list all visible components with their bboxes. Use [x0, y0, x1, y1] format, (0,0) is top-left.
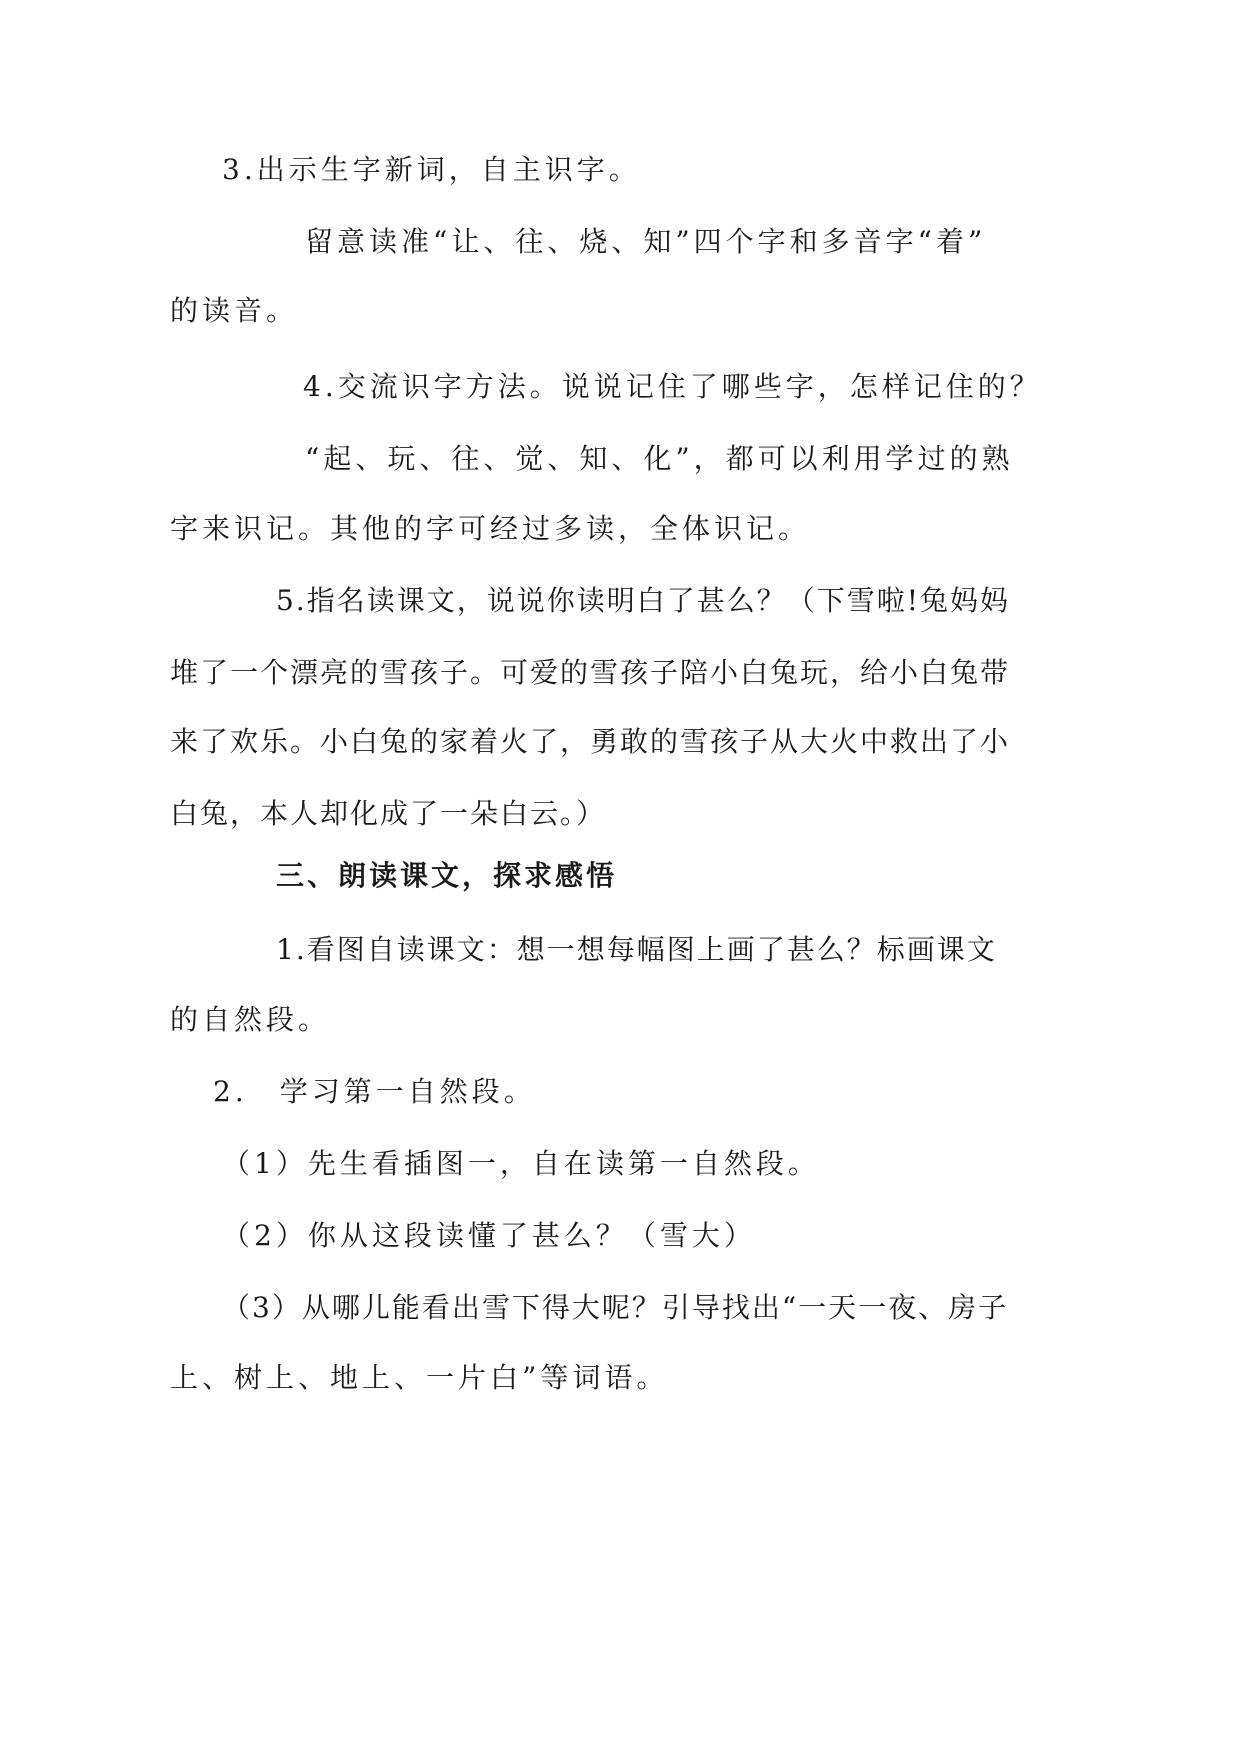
section-3-step-1-line-2: 的自然段。 — [170, 1003, 331, 1036]
step-5-line-1: 5.指名读课文，说说你读明白了甚么？（下雪啦!兔妈妈 — [276, 584, 1010, 617]
section-3-sub-3-line-1: （3）从哪儿能看出雪下得大呢？引导找出“一天一夜、房子 — [222, 1291, 1009, 1324]
section-3-heading: 三、朗读课文，探求感悟 — [276, 859, 618, 892]
step-4-line: 4.交流识字方法。说说记住了哪些字，怎样记住的？ — [303, 370, 1042, 403]
section-3-step-1-line-1: 1.看图自读课文：想一想每幅图上画了甚么？标画课文 — [276, 933, 997, 966]
section-3-sub-1-line: （1）先生看插图一，自在读第一自然段。 — [222, 1147, 820, 1180]
section-3-sub-3-line-2: 上、树上、地上、一片白”等词语。 — [170, 1361, 669, 1394]
step-3-line: 3.出示生字新词，自主识字。 — [222, 153, 641, 186]
step-4-note-line-2: 字来识记。其他的字可经过多读，全体识记。 — [170, 512, 811, 545]
step-5-line-4: 白兔，本人却化成了一朵白云。） — [170, 797, 607, 830]
section-3-sub-2-line: （2）你从这段读懂了甚么？（雪大） — [222, 1219, 756, 1252]
step-4-note-line-1: “起、玩、往、觉、知、化”，都可以利用学过的熟 — [305, 442, 1014, 475]
step-5-line-3: 来了欢乐。小白兔的家着火了，勇敢的雪孩子从大火中救出了小 — [170, 725, 1011, 758]
step-5-line-2: 堆了一个漂亮的雪孩子。可爱的雪孩子陪小白兔玩，给小白兔带 — [170, 656, 1011, 689]
step-3-note-line-1: 留意读准“让、往、烧、知”四个字和多音字“着” — [305, 225, 987, 258]
section-3-step-2-line: 2. 学习第一自然段。 — [213, 1075, 536, 1108]
step-3-note-line-2: 的读音。 — [170, 294, 299, 327]
